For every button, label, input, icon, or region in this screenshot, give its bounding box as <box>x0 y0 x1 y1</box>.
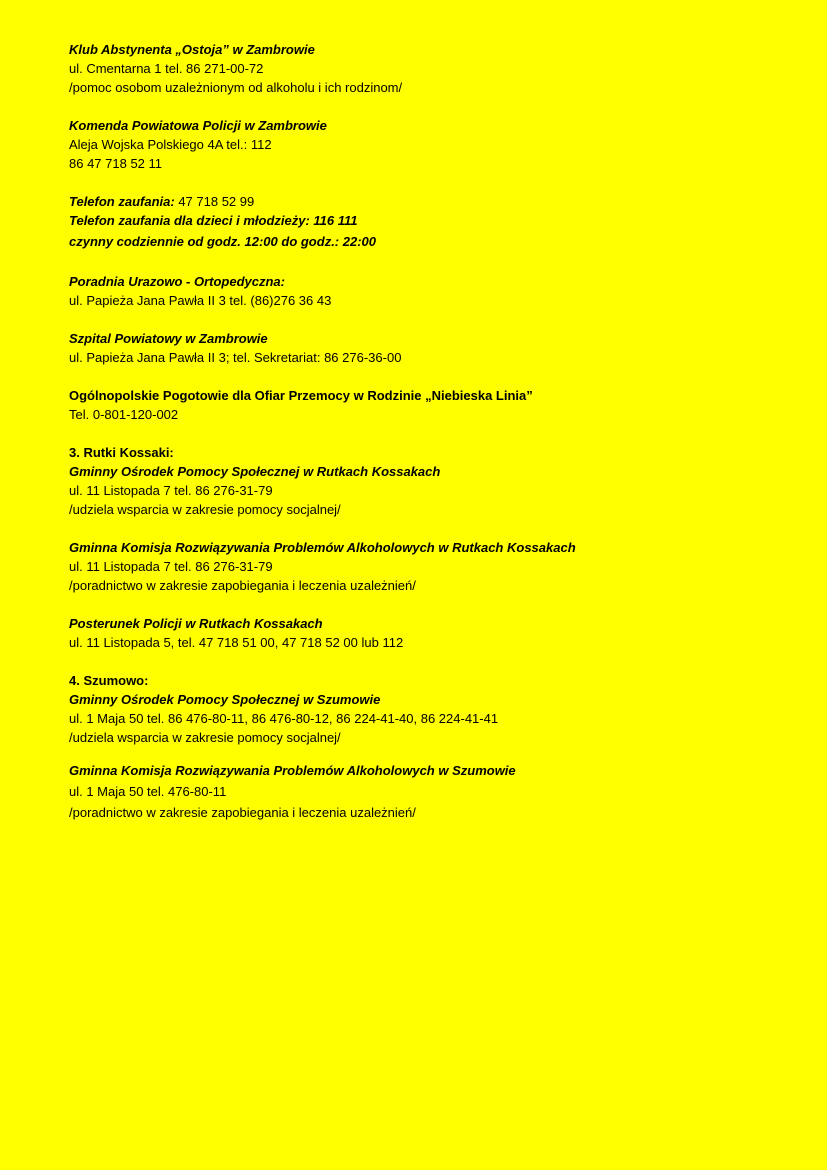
telefon-zaufania-dzieci: Telefon zaufania dla dzieci i młodzieży: 116 111 <box>69 213 358 228</box>
szumowo-komisja-address: ul. 1 Maja 50 tel. 476-80-11 <box>69 784 227 799</box>
komenda-phone: 86 47 718 52 11 <box>69 156 163 171</box>
niebieska-linia-phone: Tel. 0-801-120-002 <box>69 407 179 422</box>
szumowo-komisja-title: Gminna Komisja Rozwiązywania Problemów Alkoholowych w Szumowie <box>69 763 516 778</box>
rutki-komisja-address: ul. 11 Listopada 7 tel. 86 276-31-79 <box>69 559 273 574</box>
rutki-gops-address: ul. 11 Listopada 7 tel. 86 276-31-79 <box>69 483 273 498</box>
telefon-zaufania-value: 47 718 52 99 <box>174 194 255 209</box>
rutki-policja-title: Posterunek Policji w Rutkach Kossakach <box>69 616 323 631</box>
rutki-gops-title: Gminny Ośrodek Pomocy Społecznej w Rutkach Kossakach <box>69 464 441 479</box>
komenda-title: Komenda Powiatowa Policji w Zambrowie <box>69 118 327 133</box>
klub-description: /pomoc osobom uzależnionym od alkoholu i ich rodzinom/ <box>69 80 403 95</box>
komenda-address: Aleja Wojska Polskiego 4A tel.: 112 <box>69 137 272 152</box>
poradnia-address: ul. Papieża Jana Pawła II 3 tel. (86)276 36 43 <box>69 293 332 308</box>
rutki-komisja-description: /poradnictwo w zakresie zapobiegania i leczenia uzależnień/ <box>69 578 416 593</box>
szumowo-gops-title: Gminny Ośrodek Pomocy Społecznej w Szumowie <box>69 692 381 707</box>
szumowo-gops-description: /udziela wsparcia w zakresie pomocy socjalnej/ <box>69 730 341 745</box>
poradnia-title: Poradnia Urazowo - Ortopedyczna: <box>69 274 285 289</box>
klub-address: ul. Cmentarna 1 tel. 86 271-00-72 <box>69 61 264 76</box>
niebieska-linia-title: Ogólnopolskie Pogotowie dla Ofiar Przemocy w Rodzinie „Niebieska Linia” <box>69 388 533 403</box>
telefon-zaufania-label: Telefon zaufania: <box>69 194 175 209</box>
telefon-zaufania-hours: czynny codziennie od godz. 12:00 do godz.: 22:00 <box>69 234 376 249</box>
rutki-komisja-title: Gminna Komisja Rozwiązywania Problemów Alkoholowych w Rutkach Kossakach <box>69 540 576 555</box>
klub-title: Klub Abstynenta „Ostoja” w Zambrowie <box>69 42 315 57</box>
szumowo-heading: 4. Szumowo: <box>69 673 149 688</box>
rutki-heading: 3. Rutki Kossaki: <box>69 445 174 460</box>
rutki-policja-address: ul. 11 Listopada 5, tel. 47 718 51 00, 47 718 52 00 lub 112 <box>69 635 404 650</box>
szumowo-komisja-description: /poradnictwo w zakresie zapobiegania i leczenia uzależnień/ <box>69 805 416 820</box>
telefon-zaufania <box>69 192 789 211</box>
document-content <box>69 40 789 822</box>
rutki-gops-description: /udziela wsparcia w zakresie pomocy socjalnej/ <box>69 502 341 517</box>
szumowo-gops-address: ul. 1 Maja 50 tel. 86 476-80-11, 86 476-80-12, 86 224-41-40, 86 224-41-41 <box>69 711 499 726</box>
szpital-address: ul. Papieża Jana Pawła II 3; tel. Sekretariat: 86 276-36-00 <box>69 350 402 365</box>
szpital-title: Szpital Powiatowy w Zambrowie <box>69 331 268 346</box>
